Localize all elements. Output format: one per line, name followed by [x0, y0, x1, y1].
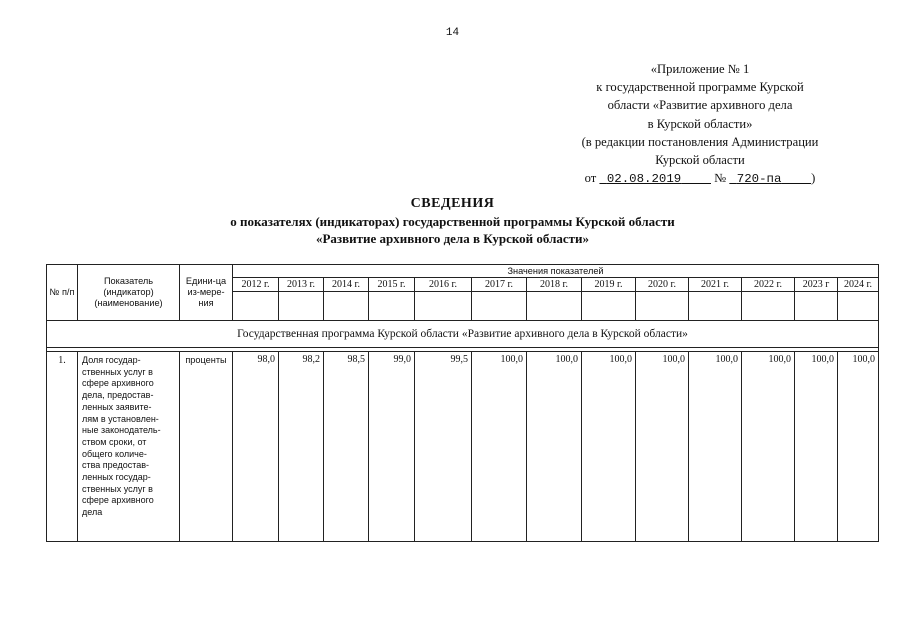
- value-cell: 100,0: [527, 352, 582, 542]
- page-number: 14: [445, 27, 460, 39]
- year-header: 2014 г.: [324, 278, 369, 292]
- value-cell: 98,5: [324, 352, 369, 542]
- year-blank-cell: [742, 292, 795, 321]
- value-cell: 99,0: [369, 352, 415, 542]
- heading-line-3: «Развитие архивного дела в Курской области»: [315, 231, 590, 246]
- year-header: 2020 г.: [636, 278, 689, 292]
- year-header: 2012 г.: [233, 278, 279, 292]
- col-header-values: Значения показателей: [233, 265, 879, 278]
- value-cell: 100,0: [636, 352, 689, 542]
- year-blank-cell: [415, 292, 472, 321]
- year-header: 2016 г.: [415, 278, 472, 292]
- year-blank-cell: [324, 292, 369, 321]
- appendix-date-line: [530, 169, 870, 188]
- year-header: 2019 г.: [582, 278, 636, 292]
- appendix-block: [530, 60, 870, 188]
- appendix-line-2: к государственной программе Курской: [596, 80, 804, 95]
- value-cell: 100,0: [689, 352, 742, 542]
- year-blank-cell: [369, 292, 415, 321]
- value-cell: 98,2: [279, 352, 324, 542]
- appendix-line-5: (в редакции постановления Администрации: [581, 134, 819, 149]
- year-header: 2013 г.: [279, 278, 324, 292]
- section-title: Государственная программа Курской области «Развитие архивного дела в Курской области»: [47, 321, 879, 348]
- year-blank-cell: [582, 292, 636, 321]
- unit-cell: проценты: [180, 352, 233, 542]
- col-header-indicator: Показатель (индикатор) (наименование): [78, 265, 180, 321]
- heading-line-2: о показателях (индикаторах) государственной программы Курской области: [230, 213, 675, 229]
- value-cell: 100,0: [472, 352, 527, 542]
- appendix-line-6: Курской области: [655, 153, 745, 168]
- year-header: 2021 г.: [689, 278, 742, 292]
- indicator-name: Доля государ- ственных услуг в сфере архивного дела, предостав- ленных заявите- лям в установлен- ные законодатель- ством сроки, от общего количе- ства предостав- ленных государ- ственных услуг в сфере архивного дела: [78, 352, 180, 542]
- appendix-line-1: «Приложение № 1: [650, 62, 750, 76]
- year-header: 2018 г.: [527, 278, 582, 292]
- year-blank-cell: [279, 292, 324, 321]
- year-header: 2023 г: [795, 278, 838, 292]
- year-blank-cell: [527, 292, 582, 321]
- value-cell: 98,0: [233, 352, 279, 542]
- year-blank-cell: [233, 292, 279, 321]
- value-cell: 100,0: [742, 352, 795, 542]
- closing-paren: ): [811, 171, 816, 186]
- value-cell: 100,0: [838, 352, 879, 542]
- value-cell: 100,0: [582, 352, 636, 542]
- year-blank-cell: [689, 292, 742, 321]
- table-row: [47, 352, 879, 542]
- value-cell: 99,5: [415, 352, 472, 542]
- indicators-table: [46, 264, 879, 542]
- year-blank-cell: [795, 292, 838, 321]
- appendix-line-4: в Курской области»: [647, 116, 753, 131]
- col-header-unit: Едини-ца из-мере-ния: [180, 265, 233, 321]
- year-blank-cell: [636, 292, 689, 321]
- year-header: 2022 г.: [742, 278, 795, 292]
- value-cell: 100,0: [795, 352, 838, 542]
- decree-number: 720-па: [736, 172, 782, 187]
- document-heading: [0, 195, 905, 248]
- year-header: 2015 г.: [369, 278, 415, 292]
- decree-date: 02.08.2019: [606, 172, 682, 187]
- date-prefix: от: [584, 171, 597, 186]
- year-header: 2024 г.: [838, 278, 879, 292]
- col-header-number: № п/п: [47, 265, 78, 321]
- year-header: 2017 г.: [472, 278, 527, 292]
- year-blank-cell: [838, 292, 879, 321]
- number-prefix: №: [714, 171, 727, 186]
- row-number: 1.: [47, 352, 78, 542]
- year-blank-cell: [472, 292, 527, 321]
- appendix-line-3: области «Развитие архивного дела: [607, 98, 793, 113]
- heading-title: СВЕДЕНИЯ: [410, 196, 495, 211]
